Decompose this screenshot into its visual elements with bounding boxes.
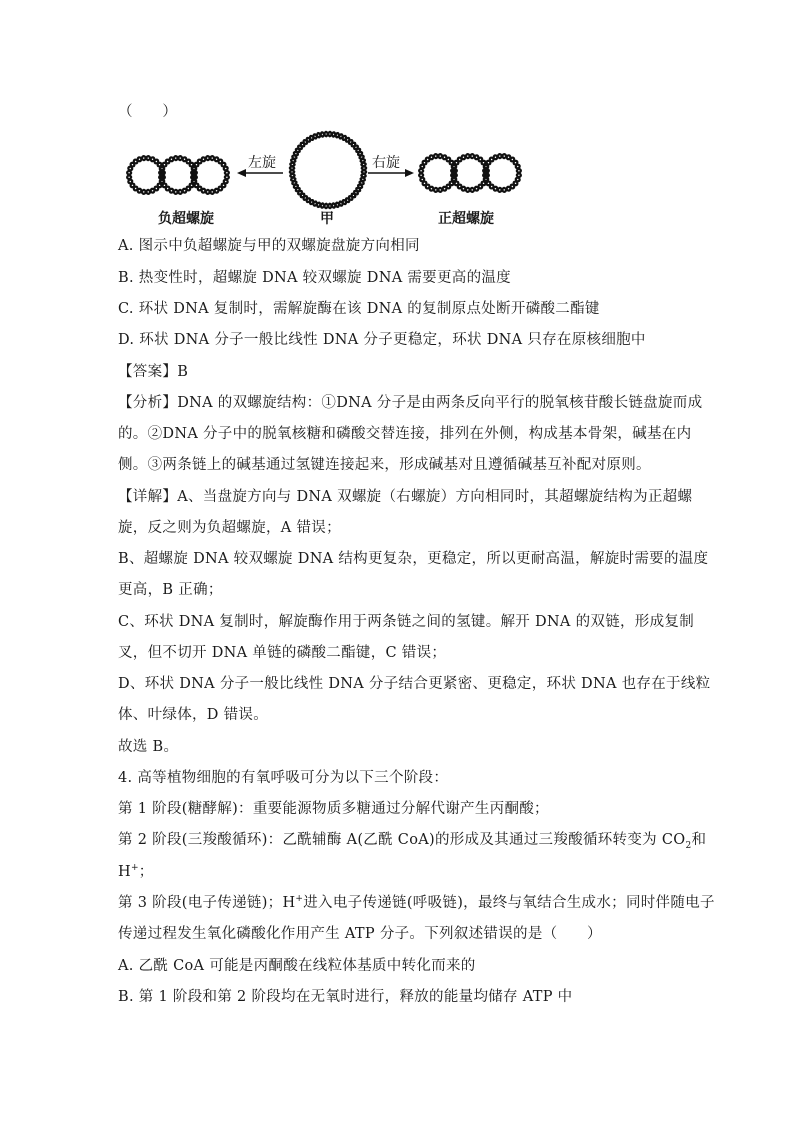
detail-line-7: D、环状 DNA 分子一般比线性 DNA 分子结合更紧密、更稳定，环状 DNA 也存在于线粒: [118, 676, 711, 692]
q4-stage-3-line-1: [118, 893, 715, 913]
pos-loop-2-strand-2: [451, 154, 489, 192]
detail-line-3: B、超螺旋 DNA 较双螺旋 DNA 结构更复杂，更稳定，所以更耐高温，解旋时需要的温度: [118, 551, 709, 567]
q4-stage-3-line-2: 传递过程发生氧化磷酸化作用产生 ATP 分子。下列叙述错误的是（ ）: [118, 926, 602, 942]
h-plus-superscript-2: +: [295, 894, 304, 905]
stage3-text-a: 第 3 阶段(电子传递链)；H: [118, 895, 296, 911]
right-rotation-label: 右旋: [372, 155, 400, 171]
detail-line-1: 【详解】A、当盘旋方向与 DNA 双螺旋（右螺旋）方向相同时，其超螺旋结构为正超螺: [118, 489, 693, 505]
stage2-text-a: 第 2 阶段(三羧酸循环)：乙酰辅酶 A(乙酰 CoA)的形成及其通过三羧酸循环转变为 CO: [118, 832, 686, 848]
center-dna-label: 甲: [320, 211, 334, 227]
neg-loop-2-strand-2: [159, 156, 197, 194]
neg-loop-3-strand-2: [191, 156, 229, 194]
left-rotation-label: 左旋: [248, 155, 276, 171]
q4-stem: 4. 高等植物细胞的有氧呼吸可分为以下三个阶段：: [118, 770, 449, 786]
option-c: C. 环状 DNA 复制时，需解旋酶在该 DNA 的复制原点处断开磷酸二酯键: [118, 301, 600, 317]
dna-supercoil-figure: [118, 128, 538, 233]
q4-option-a: A. 乙酰 CoA 可能是丙酮酸在线粒体基质中转化而来的: [118, 958, 476, 974]
q4-option-b: B. 第 1 阶段和第 2 阶段均在无氧时进行，释放的能量均储存 ATP 中: [118, 989, 573, 1005]
q4-stage-2-line-2: [118, 862, 678, 882]
conclusion-line: 故选 B。: [118, 739, 179, 755]
analysis-line-2: 的。②DNA 分子中的脱氧核糖和磷酸交替连接，排列在外侧，构成基本骨架，碱基在内: [118, 426, 692, 442]
pos-loop-3-strand-2: [483, 154, 521, 192]
negative-supercoil-label: 负超螺旋: [158, 211, 214, 227]
stage3-text-b: 进入电子传递链(呼吸链)，最终与氧结合生成水；同时伴随电子: [303, 895, 715, 911]
detail-line-6: 叉，但不切开 DNA 单链的磷酸二酯键，C 错误；: [118, 645, 447, 661]
option-b: B. 热变性时，超螺旋 DNA 较双螺旋 DNA 需要更高的温度: [118, 270, 511, 286]
h-plus-superscript: +: [130, 863, 139, 874]
detail-line-8: 体、叶绿体，D 错误。: [118, 707, 269, 723]
analysis-line-1: 【分析】DNA 的双螺旋结构：①DNA 分子是由两条反向平行的脱氧核苷酸长链盘旋而成: [118, 395, 703, 411]
pos-loop-1-strand-2: [419, 154, 457, 192]
detail-line-5: C、环状 DNA 复制时，解旋酶作用于两条链之间的氢键。解开 DNA 的双链，形成复制: [118, 614, 694, 630]
option-d: D. 环状 DNA 分子一般比线性 DNA 分子更稳定，环状 DNA 只存在原核细胞中: [118, 332, 646, 348]
stage2-text-d: ；: [138, 864, 154, 880]
analysis-line-3: 侧。③两条链上的碱基通过氢键连接起来，形成碱基对且遵循碱基互补配对原则。: [118, 457, 651, 473]
co2-subscript: 2: [685, 840, 692, 851]
positive-supercoil-label: 正超螺旋: [438, 211, 494, 227]
detail-line-2: 旋，反之则为负超螺旋，A 错误；: [118, 520, 341, 536]
q4-stage-1: 第 1 阶段(糖酵解)：重要能源物质多糖通过分解代谢产生丙酮酸；: [118, 801, 549, 817]
neg-loop-1-strand-2: [127, 156, 165, 194]
q4-stage-2-line-1: [118, 830, 707, 851]
stage2-text-b: 和: [691, 832, 707, 848]
answer: 【答案】B: [118, 364, 189, 380]
right-arrow-head: [405, 169, 414, 177]
detail-line-4: 更高，B 正确；: [118, 582, 223, 598]
left-arrow-head: [237, 169, 246, 177]
option-a: A. 图示中负超螺旋与甲的双螺旋盘旋方向相同: [118, 238, 420, 254]
question-paren: （ ）: [118, 104, 178, 120]
stage2-text-c: H: [118, 864, 131, 880]
